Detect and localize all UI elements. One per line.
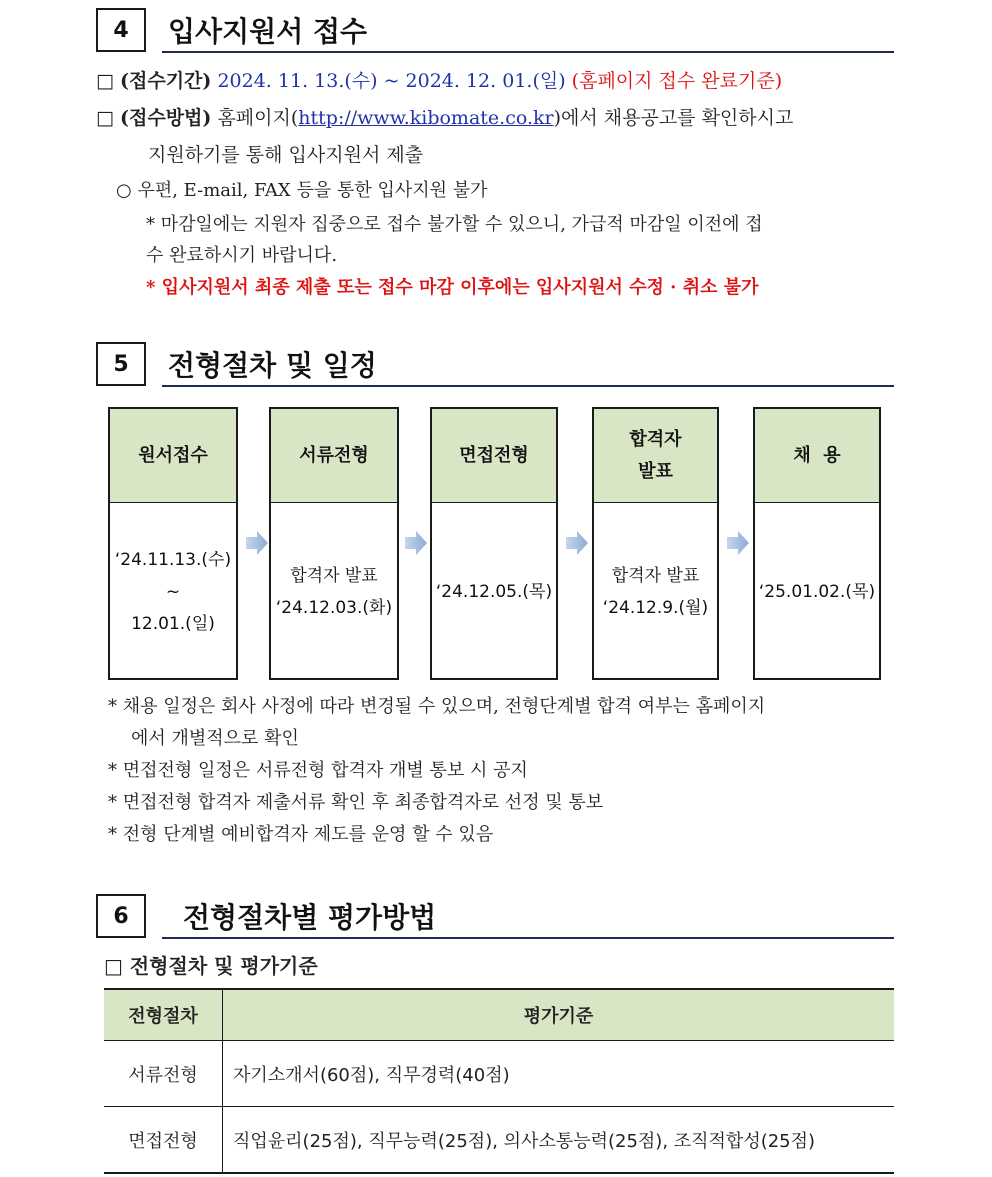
step-schedule: ‘24.11.13.(수) ~ 12.01.(일) xyxy=(114,550,232,634)
criteria-cell: 자기소개서(60점), 직무경력(40점) xyxy=(223,1041,895,1107)
method-suffix: )에서 채용공고를 확인하시고 xyxy=(553,107,794,129)
table-row xyxy=(104,1041,894,1107)
deadline-note-line-2: 수 완료하시기 바랍니다. xyxy=(146,245,338,266)
section-6-number: 6 xyxy=(96,894,146,938)
arrow-right-icon xyxy=(405,530,427,556)
step-hiring xyxy=(753,407,881,680)
criteria-subheading: □ 전형절차 및 평가기준 xyxy=(104,954,318,978)
section-4-title: 입사지원서 접수 xyxy=(168,15,368,48)
step-title: 면접전형 xyxy=(432,409,556,503)
period-dates: 2024. 11. 13.(수) ~ 2024. 12. 01.(일) xyxy=(217,70,566,92)
section-5-rule xyxy=(162,385,894,387)
header-criteria: 평가기준 xyxy=(223,989,895,1041)
deadline-note-line-1: * 마감일에는 지원자 집중으로 접수 불가할 수 있으니, 가급적 마감일 이전에 접 xyxy=(146,214,763,235)
step-interview xyxy=(430,407,558,680)
stage-cell: 면접전형 xyxy=(104,1107,223,1174)
schedule-note: 에서 개별적으로 확인 xyxy=(131,728,299,749)
step-schedule: ‘25.01.02.(목) xyxy=(758,582,876,602)
bullet-circle: ○ xyxy=(116,180,132,201)
arrow-right-icon xyxy=(566,530,588,556)
table-row xyxy=(104,1107,894,1174)
step-document-screening xyxy=(269,407,399,680)
arrow-right-icon xyxy=(727,530,749,556)
table-header-row xyxy=(104,989,894,1041)
step-schedule: 합격자 발표 ‘24.12.03.(화) xyxy=(275,566,393,618)
no-mail-notice xyxy=(116,176,488,202)
application-period xyxy=(96,66,782,93)
step-schedule: 합격자 발표 ‘24.12.9.(월) xyxy=(602,566,709,618)
section-5-number: 5 xyxy=(96,342,146,386)
section-6-rule xyxy=(162,937,894,939)
bullet-square: □ xyxy=(96,70,114,92)
arrow-right-icon xyxy=(246,530,268,556)
step-schedule: ‘24.12.05.(목) xyxy=(435,582,553,602)
step-title: 채 용 xyxy=(755,409,879,503)
schedule-note: * 면접전형 합격자 제출서류 확인 후 최종합격자로 선정 및 통보 xyxy=(108,792,604,813)
period-label: (접수기간) xyxy=(120,70,212,92)
schedule-note: * 전형 단계별 예비합격자 제도를 운영 할 수 있음 xyxy=(108,824,494,845)
bullet-square: □ xyxy=(96,107,114,129)
method-prefix: 홈페이지( xyxy=(217,107,299,129)
header-stage: 전형절차 xyxy=(104,989,223,1041)
evaluation-criteria-table xyxy=(104,988,894,1174)
section-5-title: 전형절차 및 일정 xyxy=(168,349,377,382)
section-4-rule xyxy=(162,51,894,53)
section-6-title: 전형절차별 평가방법 xyxy=(183,901,437,934)
no-mail-text: 우편, E-mail, FAX 등을 통한 입사지원 불가 xyxy=(137,180,488,201)
application-method xyxy=(96,103,793,130)
criteria-cell: 직업윤리(25점), 직무능력(25점), 의사소통능력(25점), 조직적합성(25점) xyxy=(223,1107,895,1174)
step-title: 서류전형 xyxy=(271,409,397,503)
step-announcement xyxy=(592,407,719,680)
method-line-2: 지원하기를 통해 입사지원서 제출 xyxy=(148,144,424,166)
final-submit-warning: * 입사지원서 최종 제출 또는 접수 마감 이후에는 입사지원서 수정 · 취소 불가 xyxy=(146,277,759,298)
step-title: 합격자 발표 xyxy=(594,409,717,503)
section-4-number: 4 xyxy=(96,8,146,52)
step-application xyxy=(108,407,238,680)
step-title: 원서접수 xyxy=(110,409,236,503)
homepage-link[interactable]: http://www.kibomate.co.kr xyxy=(298,107,554,129)
schedule-note: * 채용 일정은 회사 사정에 따라 변경될 수 있으며, 전형단계별 합격 여부는 홈페이지 xyxy=(108,696,766,717)
period-note: (홈페이지 접수 완료기준) xyxy=(571,70,783,92)
stage-cell: 서류전형 xyxy=(104,1041,223,1107)
schedule-note: * 면접전형 일정은 서류전형 합격자 개별 통보 시 공지 xyxy=(108,760,528,781)
method-label: (접수방법) xyxy=(120,107,212,129)
